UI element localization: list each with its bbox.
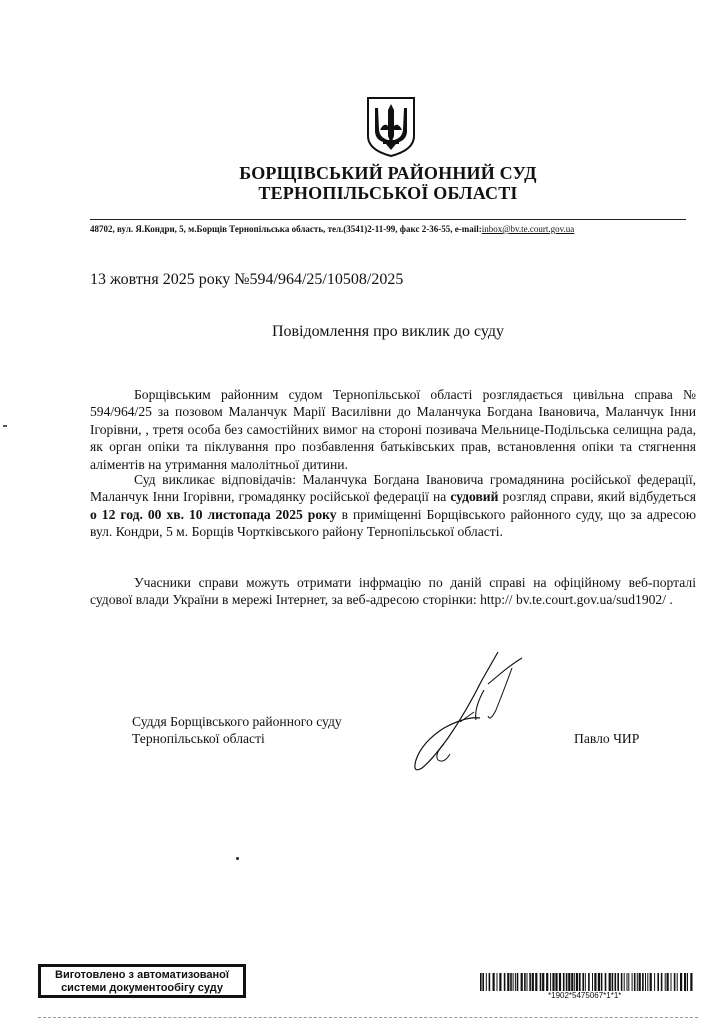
address-text: 48702, вул. Я.Кондри, 5, м.Борщів Тернопільська область, тел.(3541)2-11-99, факс 2-36-55, e-mail: bbox=[90, 224, 482, 234]
judge-title bbox=[132, 713, 342, 748]
barcode-bar bbox=[482, 973, 484, 991]
barcode-bar bbox=[642, 973, 644, 991]
barcode-bar bbox=[499, 973, 501, 991]
barcode-bar bbox=[521, 973, 523, 991]
barcode-bar bbox=[677, 973, 678, 991]
barcode-bar bbox=[535, 973, 537, 991]
court-name-line2: ТЕРНОПІЛЬСЬКОЇ ОБЛАСТІ bbox=[258, 183, 518, 203]
court-address bbox=[90, 224, 690, 234]
barcode-bar bbox=[585, 973, 586, 991]
barcode-bar bbox=[598, 973, 600, 991]
barcode-bar bbox=[529, 973, 531, 991]
auto-generated-stamp bbox=[38, 964, 246, 998]
barcode-bar bbox=[527, 973, 528, 991]
summons-bold-a: судовий bbox=[450, 489, 499, 505]
barcode-bar bbox=[588, 973, 590, 991]
barcode-bar bbox=[566, 973, 568, 991]
barcode-bar bbox=[627, 973, 628, 991]
barcode-bar bbox=[540, 973, 542, 991]
barcode-bar bbox=[624, 973, 625, 991]
handwritten-signature bbox=[404, 650, 534, 780]
barcode-bar bbox=[621, 973, 623, 991]
barcode-bar bbox=[579, 973, 581, 991]
barcode-bar bbox=[665, 973, 666, 991]
barcode-bar bbox=[546, 973, 548, 991]
barcode-bar bbox=[571, 973, 573, 991]
barcode-bar bbox=[647, 973, 648, 991]
scan-mark bbox=[3, 425, 7, 427]
barcode-bar bbox=[657, 973, 659, 991]
barcode-bar bbox=[563, 973, 565, 991]
header-divider bbox=[90, 219, 686, 220]
barcode-bar bbox=[576, 973, 578, 991]
barcode-bar bbox=[515, 973, 516, 991]
auto-stamp-line2: системи документообігу суду bbox=[61, 982, 223, 994]
summons-text-b: розгляд справи, який відбудеться bbox=[498, 489, 697, 505]
court-name-line1: БОРЩІВСЬКИЙ РАЙОННИЙ СУД bbox=[239, 163, 537, 183]
barcode-bar bbox=[601, 973, 603, 991]
barcode-bar bbox=[480, 973, 482, 991]
barcode-bar bbox=[510, 973, 512, 991]
barcode-bar bbox=[555, 973, 557, 991]
barcode-bar bbox=[617, 973, 619, 991]
barcode-bar bbox=[513, 973, 514, 991]
barcode-bar bbox=[690, 973, 692, 991]
barcode bbox=[480, 973, 694, 991]
barcode-bar bbox=[637, 973, 638, 991]
stray-mark bbox=[236, 857, 239, 860]
barcode-bar bbox=[654, 973, 655, 991]
barcode-bar bbox=[687, 973, 688, 991]
barcode-bar bbox=[605, 973, 607, 991]
barcode-bar bbox=[645, 973, 646, 991]
barcode-bar bbox=[628, 973, 629, 991]
barcode-number: *1902*5475067*1*1* bbox=[548, 991, 622, 1000]
document-heading: Повідомлення про виклик до суду bbox=[271, 323, 505, 340]
barcode-bar bbox=[674, 973, 676, 991]
barcode-bar bbox=[574, 973, 575, 991]
judge-title-line1: Суддя Борщівського районного суду bbox=[132, 714, 342, 729]
barcode-bar bbox=[594, 973, 596, 991]
barcode-bar bbox=[517, 973, 519, 991]
barcode-bar bbox=[532, 973, 534, 991]
barcode-bar bbox=[582, 973, 584, 991]
barcode-bar bbox=[634, 973, 636, 991]
barcode-bar bbox=[615, 973, 617, 991]
coat-of-arms-icon bbox=[366, 96, 416, 158]
barcode-bar bbox=[680, 973, 682, 991]
barcode-bar bbox=[504, 973, 506, 991]
barcode-bar bbox=[650, 973, 652, 991]
barcode-bar bbox=[632, 973, 633, 991]
barcode-bar bbox=[684, 973, 686, 991]
judge-name: Павло ЧИР bbox=[574, 731, 640, 746]
summons-text-c: в приміщенні Борщівського районного суду, що за адресою вул. Кондри, 5 м. Борщів Чортківського району Тернопільської області. bbox=[90, 506, 697, 540]
barcode-bar bbox=[559, 973, 561, 991]
date-reference: 13 жовтня 2025 року №594/964/25/10508/2025 bbox=[90, 271, 404, 288]
summons-text-a: Суд викликає відповідачів: Маланчука Богдана Івановича громадянина російської федерації, Маланчук Інни Ігорівни, громадянку російської федерації на bbox=[90, 472, 696, 505]
barcode-bar bbox=[568, 973, 570, 991]
barcode-bar bbox=[609, 973, 611, 991]
paragraph-case-description: Борщівським районним судом Тернопільської області розглядається цивільна справа № 594/964/25 за позовом Маланчук Марії Василівни до Маланчука Богдана Івановича, Маланчук Інни Ігорівни, , третя особа без самостійних вимог на стороні позивача Мельнице-Подільська селищна рада, як орган опіки та піклування про позбавлення батьківських прав, встановлення опіки та стягнення аліментів на утримання малолітньої дитини. bbox=[90, 387, 696, 472]
auto-stamp-line1: Виготовлено з автоматизованої bbox=[55, 969, 229, 981]
paragraph-summons bbox=[90, 471, 696, 541]
barcode-bar bbox=[550, 973, 551, 991]
barcode-bar bbox=[489, 973, 491, 991]
bottom-edge-line bbox=[38, 1017, 698, 1018]
barcode-bar bbox=[497, 973, 498, 991]
barcode-bar bbox=[493, 973, 495, 991]
judge-title-line2: Тернопільської області bbox=[132, 731, 265, 747]
barcode-bar bbox=[542, 973, 544, 991]
barcode-bar bbox=[507, 973, 509, 991]
barcode-bar bbox=[552, 973, 554, 991]
email-link[interactable]: inbox@bv.te.court.gov.ua bbox=[481, 224, 575, 234]
barcode-bar bbox=[612, 973, 614, 991]
barcode-bar bbox=[524, 973, 526, 991]
barcode-bar bbox=[486, 973, 487, 991]
barcode-bar bbox=[639, 973, 641, 991]
barcode-bar bbox=[667, 973, 669, 991]
barcode-bar bbox=[592, 973, 593, 991]
paragraph-portal-info: Учасники справи можуть отримати інфрмацію по даній справі на офіційному веб-порталі судової влади України в мережі Інтернет, за веб-адресою сторінки: http:// bv.te.court.gov.ua/sud1902/ . bbox=[90, 575, 696, 608]
barcode-bar bbox=[661, 973, 663, 991]
summons-hearing-time: о 12 год. 00 хв. 10 листопада 2025 року bbox=[90, 506, 337, 522]
barcode-bar bbox=[671, 973, 672, 991]
